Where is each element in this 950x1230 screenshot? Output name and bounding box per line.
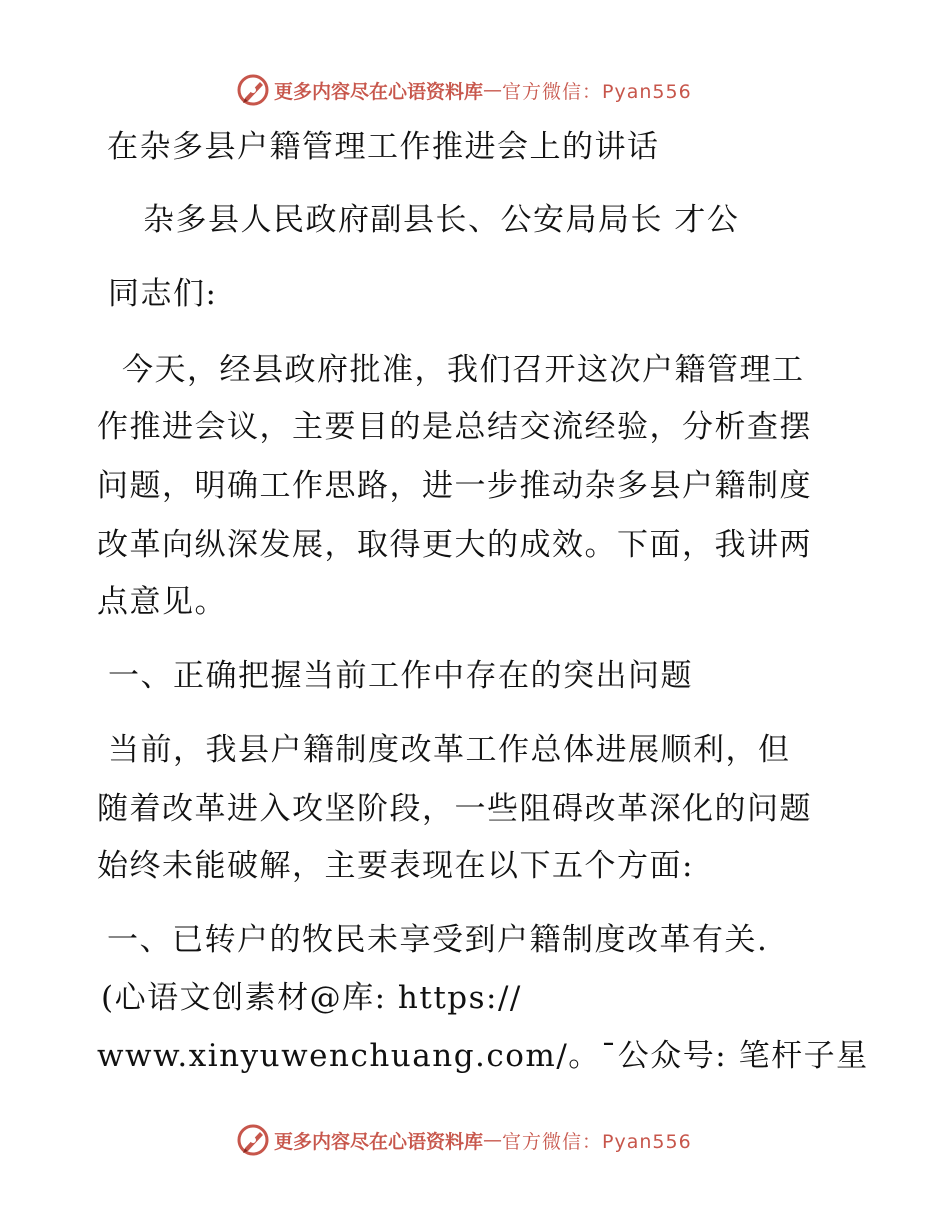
speaker-line: 杂多县人民政府副县长、公安局局长 才公 bbox=[143, 202, 740, 238]
paragraph1-line: 点意见。 bbox=[97, 584, 227, 620]
source-line-2: www.xinyuwenchuang.com/。¯公众号: 笔杆子星 bbox=[97, 1038, 869, 1074]
section1-heading: 一、正确把握当前工作中存在的突出问题 bbox=[108, 658, 693, 694]
paragraph2-line: 始终未能破解，主要表现在以下五个方面: bbox=[97, 848, 694, 884]
document-title: 在杂多县户籍管理工作推进会上的讲话 bbox=[107, 129, 660, 165]
banner-separator: — bbox=[483, 79, 503, 101]
header-banner bbox=[236, 73, 692, 107]
footer-banner bbox=[236, 1123, 692, 1157]
banner-separator: — bbox=[483, 1129, 503, 1151]
paragraph1-line: 改革向纵深发展，取得更大的成效。下面，我讲两 bbox=[97, 527, 812, 563]
banner-site-text: 更多内容尽在心语资料库 bbox=[274, 1130, 484, 1153]
source-line-1: (心语文创素材@库: https:// bbox=[101, 980, 522, 1016]
paragraph1-line: 作推进会议，主要目的是总结交流经验，分析查摆 bbox=[97, 409, 812, 445]
paragraph1-line: 今天，经县政府批准，我们召开这次户籍管理工 bbox=[122, 352, 805, 388]
banner-wechat-text: 官方微信：Pyan556 bbox=[502, 1130, 692, 1153]
paragraph1-line: 问题，明确工作思路，进一步推动杂多县户籍制度 bbox=[97, 468, 812, 504]
pen-logo-icon bbox=[236, 73, 270, 107]
salutation: 同志们: bbox=[108, 276, 218, 312]
paragraph2-line: 随着改革进入攻坚阶段，一些阻碍改革深化的问题 bbox=[97, 791, 812, 827]
banner-site-text: 更多内容尽在心语资料库 bbox=[274, 80, 484, 103]
point1-line: 一、已转户的牧民未享受到户籍制度改革有关. bbox=[107, 922, 769, 958]
banner-wechat-text: 官方微信：Pyan556 bbox=[502, 80, 692, 103]
pen-logo-icon bbox=[236, 1123, 270, 1157]
paragraph2-line: 当前，我县户籍制度改革工作总体进展顺利，但 bbox=[108, 732, 791, 768]
